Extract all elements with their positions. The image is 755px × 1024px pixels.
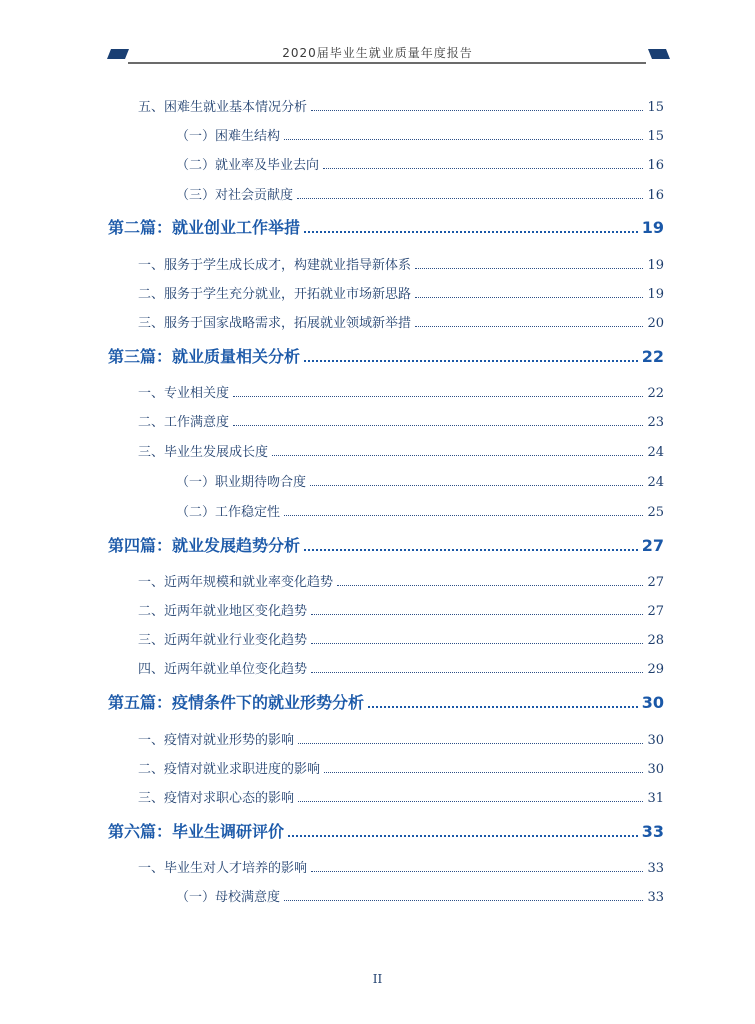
toc-entry-label: 一、近两年规模和就业率变化趋势	[138, 575, 334, 590]
toc-leader-dots	[284, 138, 643, 140]
page-header	[0, 0, 755, 80]
toc-entry-label: 二、近两年就业地区变化趋势	[138, 604, 308, 619]
toc-leader-dots	[298, 800, 643, 802]
toc-chapter-row[interactable]	[108, 819, 664, 842]
toc-leader-dots	[272, 454, 643, 456]
toc-section-row[interactable]	[138, 787, 664, 806]
toc-section-row[interactable]	[138, 571, 664, 590]
header-right-decoration-icon	[648, 49, 670, 59]
toc-entry-page: 27	[647, 575, 664, 590]
toc-leader-dots	[297, 197, 643, 199]
toc-entry-page: 33	[647, 861, 664, 876]
toc-entry-page: 30	[641, 693, 664, 712]
toc-entry-label: （三）对社会贡献度	[176, 188, 294, 203]
toc-chapter-row[interactable]	[108, 690, 664, 713]
toc-entry-page: 33	[641, 822, 664, 841]
toc-section-row[interactable]	[138, 312, 664, 331]
toc-section-row[interactable]	[138, 600, 664, 619]
toc-leader-dots	[298, 742, 643, 744]
toc-leader-dots	[311, 671, 643, 673]
toc-leader-dots	[304, 230, 638, 233]
toc-entry-label: （一）职业期待吻合度	[176, 475, 307, 490]
toc-section-row[interactable]	[138, 629, 664, 648]
toc-leader-dots	[311, 642, 643, 644]
toc-section-row[interactable]	[138, 729, 664, 748]
toc-section-row[interactable]	[138, 411, 664, 430]
toc-leader-dots	[310, 484, 643, 486]
toc-entry-label: 第二篇：就业创业工作举措	[108, 218, 301, 237]
toc-leader-dots	[233, 424, 643, 426]
toc-entry-page: 19	[641, 218, 664, 237]
toc-entry-page: 15	[647, 100, 664, 115]
toc-leader-dots	[323, 167, 643, 169]
toc-section-row[interactable]	[138, 758, 664, 777]
toc-chapter-row[interactable]	[108, 533, 664, 556]
toc-entry-label: 三、服务于国家战略需求，拓展就业领域新举措	[138, 316, 412, 331]
toc-entry-page: 29	[647, 662, 664, 677]
toc-leader-dots	[324, 771, 643, 773]
toc-entry-page: 33	[647, 890, 664, 905]
toc-entry-label: 二、工作满意度	[138, 415, 230, 430]
toc-entry-page: 31	[647, 791, 664, 806]
toc-entry-label: 一、毕业生对人才培养的影响	[138, 861, 308, 876]
toc-entry-label: 一、疫情对就业形势的影响	[138, 733, 295, 748]
toc-entry-label: 二、疫情对就业求职进度的影响	[138, 762, 321, 777]
toc-leader-dots	[368, 705, 638, 708]
toc-chapter-row[interactable]	[108, 344, 664, 367]
toc-entry-label: 三、疫情对求职心态的影响	[138, 791, 295, 806]
toc-subsection-row[interactable]	[176, 154, 664, 173]
toc-section-row[interactable]	[138, 382, 664, 401]
toc-entry-page: 22	[641, 347, 664, 366]
header-rule	[128, 62, 646, 64]
toc-subsection-row[interactable]	[176, 471, 664, 490]
toc-entry-page: 19	[647, 287, 664, 302]
toc-entry-label: 四、近两年就业单位变化趋势	[138, 662, 308, 677]
toc-subsection-row[interactable]	[176, 886, 664, 905]
toc-entry-page: 24	[647, 475, 664, 490]
toc-entry-label: （二）工作稳定性	[176, 505, 281, 520]
toc-entry-page: 30	[647, 733, 664, 748]
toc-entry-page: 19	[647, 258, 664, 273]
toc-leader-dots	[311, 109, 643, 111]
toc-section-row[interactable]	[138, 254, 664, 273]
toc-entry-page: 28	[647, 633, 664, 648]
toc-entry-label: 三、近两年就业行业变化趋势	[138, 633, 308, 648]
toc-entry-label: 一、服务于学生成长成才，构建就业指导新体系	[138, 258, 412, 273]
toc-entry-page: 25	[647, 505, 664, 520]
toc-section-row[interactable]	[138, 283, 664, 302]
toc-entry-page: 27	[647, 604, 664, 619]
toc-entry-page: 16	[647, 188, 664, 203]
toc-leader-dots	[233, 395, 643, 397]
toc-section-row[interactable]	[138, 857, 664, 876]
toc-chapter-row[interactable]	[108, 215, 664, 238]
toc-entry-label: 三、毕业生发展成长度	[138, 445, 269, 460]
toc-leader-dots	[311, 870, 643, 872]
toc-entry-label: 一、专业相关度	[138, 386, 230, 401]
toc-section-row[interactable]	[138, 441, 664, 460]
toc-entry-label: 五、困难生就业基本情况分析	[138, 100, 308, 115]
header-title: 2020届毕业生就业质量年度报告	[282, 46, 473, 60]
toc-leader-dots	[311, 613, 643, 615]
toc-subsection-row[interactable]	[176, 501, 664, 520]
toc-entry-page: 27	[641, 536, 664, 555]
toc-leader-dots	[304, 548, 638, 551]
toc-entry-page: 15	[647, 129, 664, 144]
toc-entry-label: （二）就业率及毕业去向	[176, 158, 320, 173]
toc-leader-dots	[284, 514, 643, 516]
toc-subsection-row[interactable]	[176, 184, 664, 203]
toc-leader-dots	[415, 325, 643, 327]
toc-entry-page: 22	[647, 386, 664, 401]
toc-entry-label: 第六篇：毕业生调研评价	[108, 822, 285, 841]
toc-entry-label: 二、服务于学生充分就业，开拓就业市场新思路	[138, 287, 412, 302]
toc-leader-dots	[415, 296, 643, 298]
toc-entry-page: 30	[647, 762, 664, 777]
toc-section-row[interactable]	[138, 96, 664, 115]
toc-leader-dots	[337, 584, 643, 586]
toc-subsection-row[interactable]	[176, 125, 664, 144]
toc-entry-label: 第三篇：就业质量相关分析	[108, 347, 301, 366]
toc-leader-dots	[288, 834, 638, 837]
toc-entry-label: （一）母校满意度	[176, 890, 281, 905]
toc-leader-dots	[304, 359, 638, 362]
page-number: II	[372, 972, 383, 986]
toc-entry-page: 20	[647, 316, 664, 331]
toc-leader-dots	[415, 267, 643, 269]
toc-entry-page: 23	[647, 415, 664, 430]
toc-entry-page: 16	[647, 158, 664, 173]
toc-entry-page: 24	[647, 445, 664, 460]
toc-section-row[interactable]	[138, 658, 664, 677]
toc-entry-label: 第四篇：就业发展趋势分析	[108, 536, 301, 555]
toc-entry-label: 第五篇：疫情条件下的就业形势分析	[108, 693, 365, 712]
toc-leader-dots	[284, 899, 643, 901]
toc-entry-label: （一）困难生结构	[176, 129, 281, 144]
